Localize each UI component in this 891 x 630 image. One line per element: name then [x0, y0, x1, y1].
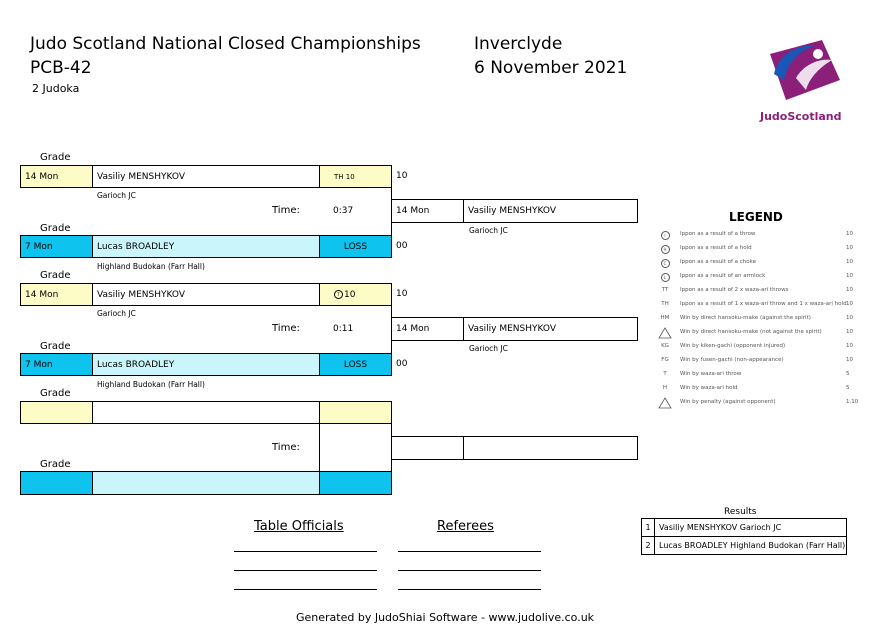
legend-desc: Win by waza-ari throw — [680, 371, 742, 377]
result-cell — [319, 401, 392, 424]
signature-line — [398, 551, 541, 552]
result-cell: LOSS — [319, 353, 392, 376]
winner-grade-cell — [391, 436, 464, 460]
club-name: Highland Budokan (Farr Hall) — [97, 262, 205, 271]
legend-desc: Win by direct hansoku-make (against the spirit) — [680, 315, 811, 321]
venue: Inverclyde — [474, 34, 563, 54]
grade-label: Grade — [40, 152, 71, 163]
ippon-choke-icon: C — [661, 259, 670, 268]
grade-cell — [20, 471, 93, 495]
legend-points: 10 — [846, 357, 853, 363]
hansoku-make-triangle-icon — [658, 327, 672, 339]
logo-emblem-icon — [760, 34, 846, 104]
result-rank: 1 — [642, 519, 655, 536]
grade-cell: 14 Mon — [20, 165, 93, 188]
competitor-name: Lucas BROADLEY — [92, 235, 320, 258]
winner-club: Garioch JC — [469, 226, 508, 235]
winner-name — [463, 436, 638, 460]
time-label: Time: — [272, 442, 300, 453]
legend-points: 10 — [846, 315, 853, 321]
legend-title: LEGEND — [729, 210, 783, 224]
grade-cell — [20, 401, 93, 424]
score: 00 — [396, 241, 408, 251]
legend-desc: Ippon as a result of a hold — [680, 245, 752, 251]
category-title: PCB-42 — [30, 58, 92, 78]
result-text: 10 — [344, 289, 356, 300]
grade-label: Grade — [40, 341, 71, 352]
legend-points: 5 — [846, 371, 850, 377]
signature-line — [234, 570, 377, 571]
legend-desc: Ippon as a result of 1 x waza-ari throw and 1 x waza-ari hold — [680, 301, 847, 307]
club-name: Garioch JC — [97, 309, 136, 318]
score: 10 — [396, 171, 408, 181]
grade-label: Grade — [40, 270, 71, 281]
grade-cell: 7 Mon — [20, 235, 93, 258]
legend-points: 10 — [846, 231, 853, 237]
legend-desc: Win by waza-ari hold — [680, 385, 738, 391]
competitor-name: Vasiliy MENSHYKOV — [92, 283, 320, 306]
logo-text: JudoScotland — [760, 110, 842, 123]
judoscotland-logo — [760, 34, 846, 126]
legend-code: T — [663, 371, 667, 377]
signature-line — [398, 570, 541, 571]
grade-cell: 14 Mon — [20, 283, 93, 306]
legend-desc: Win by penalty (against opponent) — [680, 399, 776, 405]
winner-grade-cell: 14 Mon — [391, 199, 464, 223]
footer-text: Generated by JudoShiai Software - www.judolive.co.uk — [296, 611, 595, 624]
bout-time: 0:37 — [333, 206, 354, 216]
legend-points: 1,10 — [846, 399, 859, 405]
ippon-hold-icon: H — [661, 245, 670, 254]
legend-points: 10 — [846, 245, 853, 251]
legend-points: 10 — [846, 301, 853, 307]
winner-name: Vasiliy MENSHYKOV — [463, 317, 638, 341]
results-title: Results — [724, 507, 757, 517]
legend-code: FG — [661, 357, 669, 363]
winner-name: Vasiliy MENSHYKOV — [463, 199, 638, 223]
result-text: TH 10 — [334, 172, 355, 181]
ippon-throw-icon: I — [661, 231, 670, 240]
time-label: Time: — [272, 323, 300, 334]
legend-code: TT — [661, 287, 669, 293]
result-row — [641, 518, 847, 537]
referees-label: Referees — [437, 519, 494, 534]
legend-points: 10 — [846, 343, 853, 349]
legend-desc: Win by kiken-gachi (opponent injured) — [680, 343, 786, 349]
event-date: 6 November 2021 — [474, 58, 628, 78]
grade-label: Grade — [40, 223, 71, 234]
penalty-triangle-icon — [658, 397, 672, 409]
club-name: Garioch JC — [97, 191, 136, 200]
legend-desc: Ippon as a result of a choke — [680, 259, 757, 265]
ippon-throw-icon: T — [334, 290, 343, 299]
grade-label: Grade — [40, 459, 71, 470]
competitor-name: Lucas BROADLEY — [92, 353, 320, 376]
result-rank: 2 — [642, 536, 655, 554]
legend-desc: Ippon as a result of 2 x waza-ari throws — [680, 287, 789, 293]
result-text: Lucas BROADLEY Highland Budokan (Farr Hall) — [659, 540, 846, 550]
competitor-name — [92, 401, 320, 424]
club-name: Highland Budokan (Farr Hall) — [97, 380, 205, 389]
score: 00 — [396, 359, 408, 369]
result-row — [641, 536, 847, 555]
legend-code: H — [662, 385, 668, 391]
signature-line — [234, 551, 377, 552]
legend-desc: Win by direct hansoku-make (not against the spirit) — [680, 329, 822, 335]
ippon-armlock-icon: L — [661, 273, 670, 282]
event-title: Judo Scotland National Closed Championships — [30, 34, 421, 54]
legend-code: HM — [660, 315, 670, 321]
time-label: Time: — [272, 205, 300, 216]
legend-desc: Ippon as a result of a throw — [680, 231, 756, 237]
grade-label: Grade — [40, 388, 71, 399]
signature-line — [398, 589, 541, 590]
result-cell — [319, 165, 392, 188]
legend-points: 10 — [846, 259, 853, 265]
competitor-name: Vasiliy MENSHYKOV — [92, 165, 320, 188]
judoka-count: 2 Judoka — [32, 82, 80, 95]
legend-desc: Win by fusen-gachi (non-appearance) — [680, 357, 784, 363]
legend-desc: Ippon as a result of an armlock — [680, 273, 766, 279]
result-cell — [319, 283, 392, 306]
legend-points: 5 — [846, 385, 850, 391]
signature-line — [234, 589, 377, 590]
grade-cell: 7 Mon — [20, 353, 93, 376]
score: 10 — [396, 289, 408, 299]
winner-grade-cell: 14 Mon — [391, 317, 464, 341]
legend-points: 10 — [846, 273, 853, 279]
table-officials-label: Table Officials — [254, 519, 344, 534]
legend-code: KG — [661, 343, 669, 349]
competitor-name — [92, 471, 320, 495]
legend-code: TH — [661, 301, 669, 307]
bout-time: 0:11 — [333, 324, 354, 334]
legend-points: 10 — [846, 329, 853, 335]
result-cell: LOSS — [319, 235, 392, 258]
winner-club: Garioch JC — [469, 344, 508, 353]
result-text: Vasiliy MENSHYKOV Garioch JC — [659, 523, 782, 532]
result-cell — [319, 471, 392, 495]
legend-points: 10 — [846, 287, 853, 293]
